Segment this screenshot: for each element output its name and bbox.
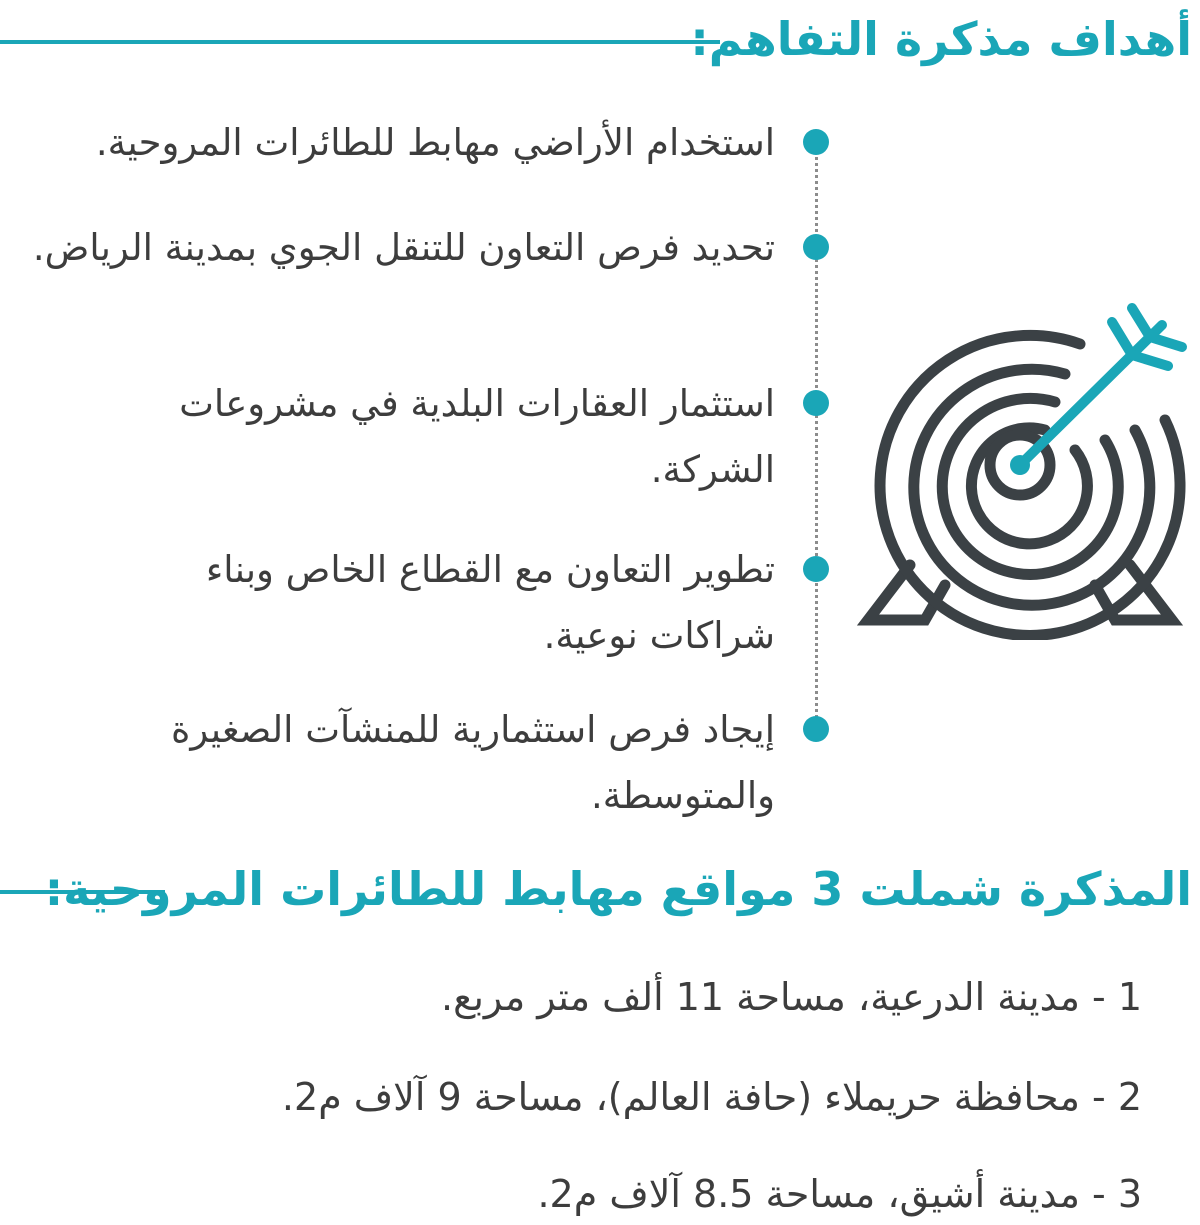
target-arrow-icon bbox=[850, 300, 1190, 640]
goals-heading-rule bbox=[0, 40, 720, 44]
dot-icon bbox=[803, 716, 829, 742]
goals-heading: أهداف مذكرة التفاهم: bbox=[690, 12, 1192, 66]
goal-item: استخدام الأراضي مهابط للطائرات المروحية. bbox=[95, 121, 775, 164]
dot-icon bbox=[803, 234, 829, 260]
dot-icon bbox=[803, 556, 829, 582]
dot-icon bbox=[803, 129, 829, 155]
goal-item: إيجاد فرص استثمارية للمنشآت الصغيرة والمتوسطة. bbox=[170, 708, 775, 817]
goals-timeline bbox=[815, 140, 818, 730]
site-item: 3 - مدينة أشيق، مساحة 8.5 آلاف م2. bbox=[537, 1172, 1142, 1216]
goal-item: استثمار العقارات البلدية في مشروعات الشركة. bbox=[179, 382, 775, 491]
site-item: 1 - مدينة الدرعية، مساحة 11 ألف متر مربع. bbox=[441, 975, 1142, 1019]
goal-item: تطوير التعاون مع القطاع الخاص وبناء شراكات نوعية. bbox=[205, 548, 775, 657]
goal-item: تحديد فرص التعاون للتنقل الجوي بمدينة الرياض. bbox=[32, 226, 775, 269]
dot-icon bbox=[803, 390, 829, 416]
site-item: 2 - محافظة حريملاء (حافة العالم)، مساحة 9 آلاف م2. bbox=[281, 1075, 1142, 1119]
sites-heading: المذكرة شملت 3 مواقع مهابط للطائرات المروحية: bbox=[44, 862, 1192, 916]
